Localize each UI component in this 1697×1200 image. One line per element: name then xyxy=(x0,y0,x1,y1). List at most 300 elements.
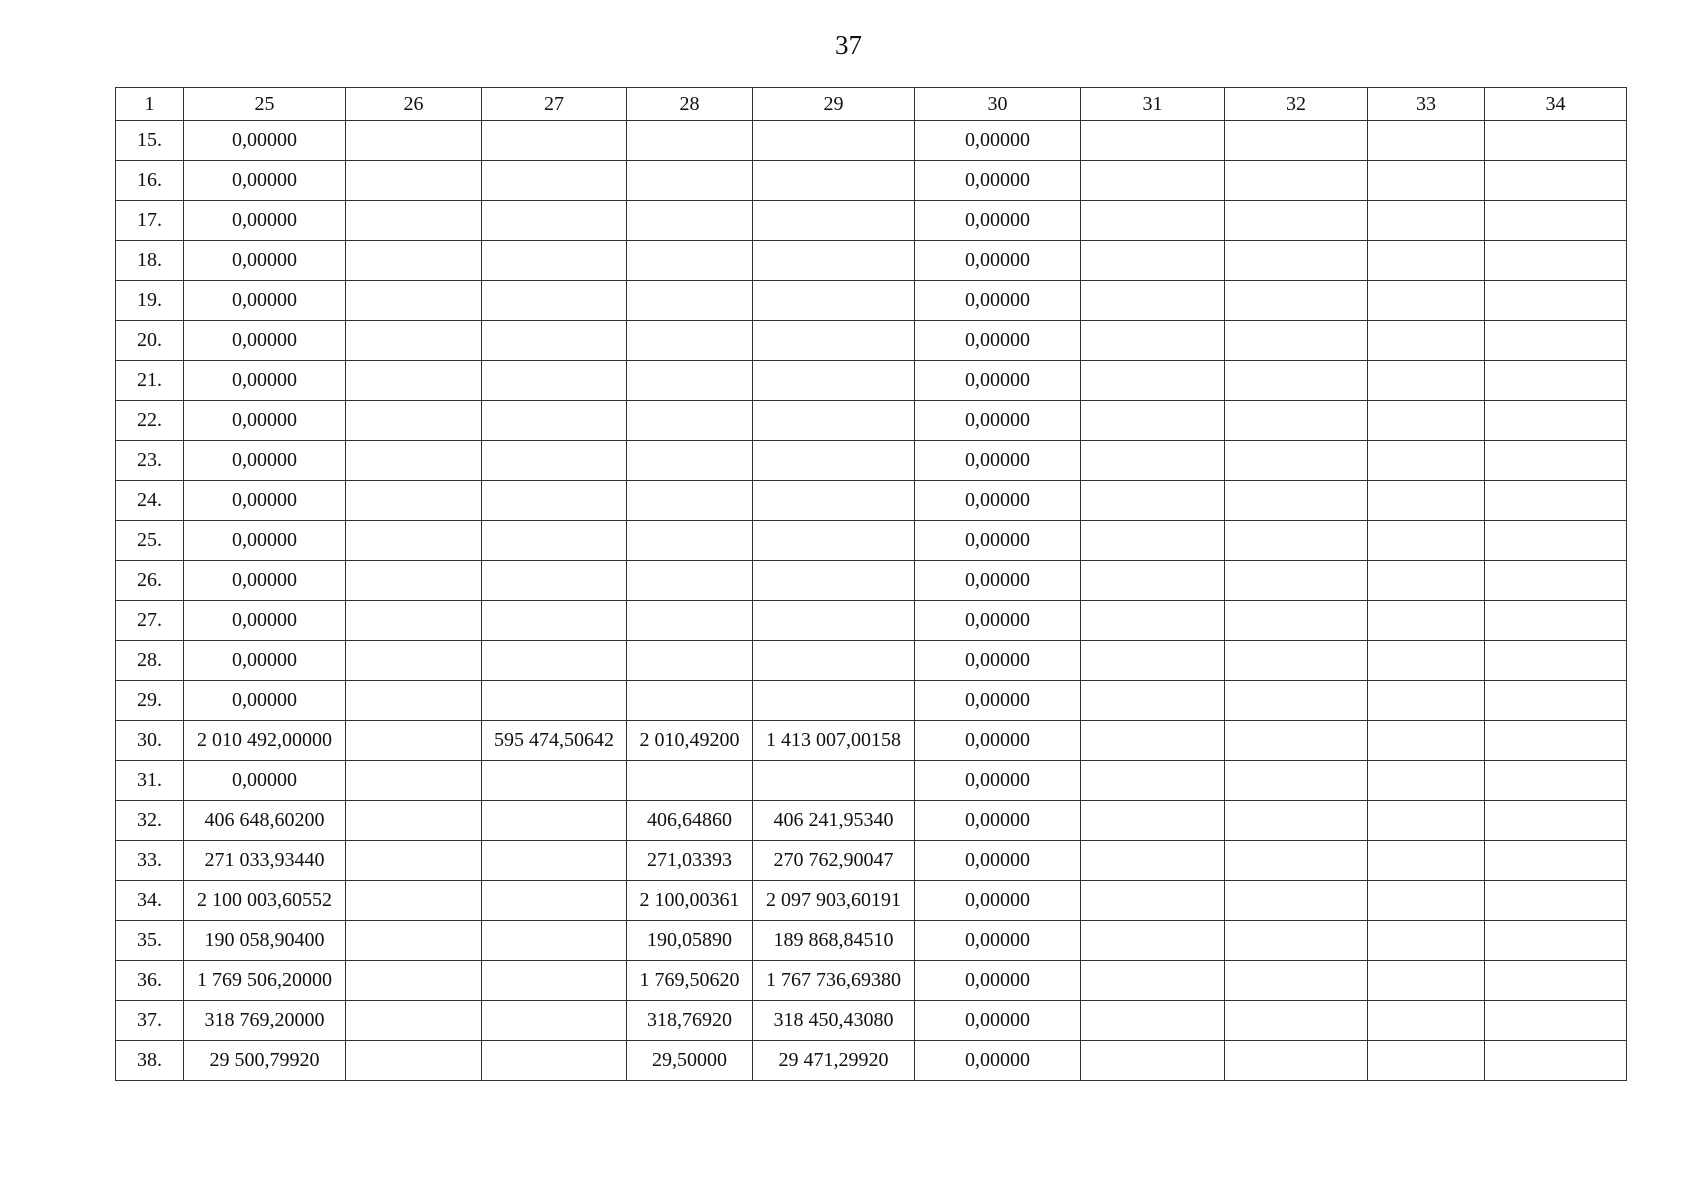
table-cell xyxy=(1225,521,1368,561)
table-cell xyxy=(482,361,627,401)
table-cell xyxy=(346,841,482,881)
table-cell: 406 648,60200 xyxy=(184,801,346,841)
table-cell xyxy=(1225,1041,1368,1081)
page-number: 37 xyxy=(835,30,862,60)
column-header: 29 xyxy=(753,88,915,121)
table-cell xyxy=(346,961,482,1001)
table-cell xyxy=(1081,321,1225,361)
table-cell xyxy=(1368,161,1485,201)
table-cell: 0,00000 xyxy=(915,761,1081,801)
table-cell xyxy=(1081,441,1225,481)
table-cell xyxy=(346,201,482,241)
table-cell: 29,50000 xyxy=(627,1041,753,1081)
table-row xyxy=(116,441,1627,481)
table-cell xyxy=(1485,401,1627,441)
table-cell xyxy=(482,921,627,961)
table-row xyxy=(116,721,1627,761)
table-cell xyxy=(753,161,915,201)
table-cell xyxy=(1081,961,1225,1001)
table-cell: 0,00000 xyxy=(915,321,1081,361)
table-cell: 0,00000 xyxy=(184,521,346,561)
table-row xyxy=(116,1041,1627,1081)
table-cell xyxy=(482,401,627,441)
table-cell: 0,00000 xyxy=(915,401,1081,441)
table-cell xyxy=(1485,241,1627,281)
table-cell xyxy=(627,681,753,721)
table-row xyxy=(116,961,1627,1001)
table-cell xyxy=(346,481,482,521)
table-cell xyxy=(482,841,627,881)
table-cell xyxy=(1368,641,1485,681)
table-cell xyxy=(1081,721,1225,761)
table-row xyxy=(116,881,1627,921)
table-cell xyxy=(753,121,915,161)
table-row xyxy=(116,361,1627,401)
table-cell: 0,00000 xyxy=(915,281,1081,321)
table-cell: 0,00000 xyxy=(915,801,1081,841)
table-cell xyxy=(1368,201,1485,241)
table-cell xyxy=(1485,1041,1627,1081)
table-cell xyxy=(1081,161,1225,201)
table-cell xyxy=(482,761,627,801)
table-cell xyxy=(1225,641,1368,681)
table-row xyxy=(116,921,1627,961)
table-cell xyxy=(1225,801,1368,841)
table-cell xyxy=(1368,401,1485,441)
row-number-cell: 22. xyxy=(116,401,184,441)
table-cell xyxy=(1368,121,1485,161)
table-cell: 406,64860 xyxy=(627,801,753,841)
table-cell: 2 100,00361 xyxy=(627,881,753,921)
table-cell: 0,00000 xyxy=(184,761,346,801)
table-cell: 0,00000 xyxy=(915,241,1081,281)
table-cell xyxy=(1485,721,1627,761)
data-table xyxy=(115,87,1627,1081)
table-cell xyxy=(1225,161,1368,201)
table-cell: 270 762,90047 xyxy=(753,841,915,881)
table-cell xyxy=(753,561,915,601)
table-cell: 190,05890 xyxy=(627,921,753,961)
table-cell xyxy=(1368,601,1485,641)
table-cell xyxy=(1225,1001,1368,1041)
table-cell xyxy=(753,761,915,801)
table-cell xyxy=(1081,241,1225,281)
row-number-cell: 38. xyxy=(116,1041,184,1081)
table-cell xyxy=(346,721,482,761)
table-cell: 0,00000 xyxy=(915,561,1081,601)
table-cell xyxy=(1368,1041,1485,1081)
table-row xyxy=(116,521,1627,561)
table-cell xyxy=(1225,321,1368,361)
table-cell xyxy=(1081,561,1225,601)
table-cell xyxy=(1485,881,1627,921)
table-row xyxy=(116,321,1627,361)
table-cell xyxy=(1081,841,1225,881)
table-cell: 1 413 007,00158 xyxy=(753,721,915,761)
column-header: 34 xyxy=(1485,88,1627,121)
table-cell xyxy=(1081,801,1225,841)
table-cell xyxy=(346,241,482,281)
table-cell xyxy=(627,521,753,561)
table-cell: 0,00000 xyxy=(184,321,346,361)
table-cell: 595 474,50642 xyxy=(482,721,627,761)
table-cell: 0,00000 xyxy=(915,681,1081,721)
table-cell xyxy=(1485,841,1627,881)
table-cell xyxy=(627,321,753,361)
table-cell: 29 500,79920 xyxy=(184,1041,346,1081)
row-number-cell: 35. xyxy=(116,921,184,961)
row-number-cell: 27. xyxy=(116,601,184,641)
row-number-cell: 18. xyxy=(116,241,184,281)
table-cell xyxy=(753,601,915,641)
column-header: 30 xyxy=(915,88,1081,121)
row-number-cell: 19. xyxy=(116,281,184,321)
table-cell xyxy=(1081,1001,1225,1041)
row-number-cell: 21. xyxy=(116,361,184,401)
table-cell xyxy=(482,801,627,841)
table-cell xyxy=(753,481,915,521)
table-cell xyxy=(346,521,482,561)
table-cell xyxy=(1225,881,1368,921)
table-cell: 2 097 903,60191 xyxy=(753,881,915,921)
table-cell xyxy=(482,601,627,641)
table-cell xyxy=(1081,881,1225,921)
table-cell xyxy=(1485,561,1627,601)
table-row xyxy=(116,161,1627,201)
table-cell xyxy=(627,361,753,401)
row-number-cell: 30. xyxy=(116,721,184,761)
table-body xyxy=(116,121,1627,1081)
table-cell xyxy=(1368,561,1485,601)
column-header: 26 xyxy=(346,88,482,121)
table-cell xyxy=(627,281,753,321)
table-cell: 0,00000 xyxy=(915,601,1081,641)
table-cell xyxy=(1485,161,1627,201)
table-cell xyxy=(1368,1001,1485,1041)
table-cell xyxy=(627,401,753,441)
row-number-cell: 15. xyxy=(116,121,184,161)
table-cell xyxy=(1081,761,1225,801)
row-number-cell: 32. xyxy=(116,801,184,841)
column-header: 28 xyxy=(627,88,753,121)
table-cell xyxy=(753,241,915,281)
row-number-cell: 34. xyxy=(116,881,184,921)
table-cell xyxy=(1368,321,1485,361)
table-cell xyxy=(753,201,915,241)
table-row xyxy=(116,121,1627,161)
row-number-cell: 37. xyxy=(116,1001,184,1041)
table-cell xyxy=(1225,721,1368,761)
column-header: 32 xyxy=(1225,88,1368,121)
table-cell xyxy=(346,921,482,961)
table-row xyxy=(116,241,1627,281)
table-cell: 0,00000 xyxy=(915,1001,1081,1041)
table-cell xyxy=(346,881,482,921)
table-cell xyxy=(1081,281,1225,321)
table-cell xyxy=(346,121,482,161)
table-cell xyxy=(1225,201,1368,241)
table-cell xyxy=(1485,521,1627,561)
table-cell xyxy=(1485,681,1627,721)
table-cell: 0,00000 xyxy=(915,521,1081,561)
table-cell: 0,00000 xyxy=(184,681,346,721)
table-cell xyxy=(627,761,753,801)
table-cell: 0,00000 xyxy=(915,121,1081,161)
table-cell: 0,00000 xyxy=(184,361,346,401)
column-header: 31 xyxy=(1081,88,1225,121)
table-cell xyxy=(753,641,915,681)
table-cell: 0,00000 xyxy=(915,881,1081,921)
table-cell xyxy=(1081,521,1225,561)
table-row xyxy=(116,1001,1627,1041)
column-header: 33 xyxy=(1368,88,1485,121)
table-cell xyxy=(1485,321,1627,361)
table-cell xyxy=(1225,241,1368,281)
row-number-cell: 16. xyxy=(116,161,184,201)
table-cell xyxy=(1225,761,1368,801)
row-number-cell: 25. xyxy=(116,521,184,561)
table-cell xyxy=(753,681,915,721)
table-cell xyxy=(482,681,627,721)
row-number-cell: 33. xyxy=(116,841,184,881)
table-cell xyxy=(346,1001,482,1041)
table-cell xyxy=(482,441,627,481)
table-cell: 0,00000 xyxy=(915,961,1081,1001)
table-cell xyxy=(627,161,753,201)
table-cell xyxy=(1225,441,1368,481)
row-number-cell: 28. xyxy=(116,641,184,681)
table-cell xyxy=(627,601,753,641)
table-cell xyxy=(1081,921,1225,961)
table-cell xyxy=(482,961,627,1001)
table-cell xyxy=(1368,681,1485,721)
table-cell xyxy=(1368,961,1485,1001)
table-cell: 0,00000 xyxy=(915,641,1081,681)
table-cell: 0,00000 xyxy=(915,721,1081,761)
table-cell xyxy=(482,161,627,201)
table-cell xyxy=(1485,641,1627,681)
table-row xyxy=(116,281,1627,321)
table-cell: 0,00000 xyxy=(184,481,346,521)
table-cell: 0,00000 xyxy=(184,241,346,281)
table-cell xyxy=(627,121,753,161)
table-cell xyxy=(482,481,627,521)
table-cell xyxy=(1225,921,1368,961)
row-number-cell: 17. xyxy=(116,201,184,241)
table-cell xyxy=(1225,561,1368,601)
column-header: 1 xyxy=(116,88,184,121)
table-cell xyxy=(1485,921,1627,961)
table-cell xyxy=(1368,361,1485,401)
table-cell xyxy=(1368,921,1485,961)
table-row xyxy=(116,481,1627,521)
table-row xyxy=(116,761,1627,801)
table-row xyxy=(116,201,1627,241)
table-cell xyxy=(1368,841,1485,881)
table-cell xyxy=(1368,521,1485,561)
table-cell xyxy=(482,281,627,321)
table-cell xyxy=(1485,1001,1627,1041)
table-row xyxy=(116,801,1627,841)
table-cell xyxy=(1368,281,1485,321)
table-cell: 1 769 506,20000 xyxy=(184,961,346,1001)
table-cell xyxy=(1225,121,1368,161)
table-cell: 0,00000 xyxy=(915,921,1081,961)
table-cell xyxy=(1485,761,1627,801)
table-cell xyxy=(1368,721,1485,761)
row-number-cell: 31. xyxy=(116,761,184,801)
table-cell xyxy=(482,201,627,241)
table-cell xyxy=(482,121,627,161)
table-cell: 0,00000 xyxy=(184,641,346,681)
row-number-cell: 20. xyxy=(116,321,184,361)
table-cell: 0,00000 xyxy=(184,281,346,321)
table-cell: 0,00000 xyxy=(915,1041,1081,1081)
table-cell xyxy=(482,561,627,601)
table-cell xyxy=(753,521,915,561)
table-cell xyxy=(1485,961,1627,1001)
table-row xyxy=(116,641,1627,681)
table-cell xyxy=(627,241,753,281)
table-cell xyxy=(482,641,627,681)
table-cell: 0,00000 xyxy=(915,161,1081,201)
table-cell xyxy=(346,321,482,361)
table-cell xyxy=(346,1041,482,1081)
table-cell xyxy=(1081,681,1225,721)
table-cell xyxy=(1225,281,1368,321)
table-cell xyxy=(1081,201,1225,241)
table-cell xyxy=(346,281,482,321)
table-cell: 1 769,50620 xyxy=(627,961,753,1001)
table-cell xyxy=(753,401,915,441)
table-cell xyxy=(1485,481,1627,521)
table-cell xyxy=(1225,361,1368,401)
table-cell: 0,00000 xyxy=(184,121,346,161)
table-cell xyxy=(1485,281,1627,321)
table-cell xyxy=(346,561,482,601)
table-cell xyxy=(1081,1041,1225,1081)
table-cell: 2 010 492,00000 xyxy=(184,721,346,761)
table-cell xyxy=(346,681,482,721)
table-cell xyxy=(1368,481,1485,521)
table-cell xyxy=(1485,121,1627,161)
table-cell xyxy=(1225,601,1368,641)
table-cell: 318 450,43080 xyxy=(753,1001,915,1041)
table-cell xyxy=(753,441,915,481)
table-cell xyxy=(753,321,915,361)
table-cell xyxy=(627,441,753,481)
table-cell xyxy=(482,241,627,281)
table-cell xyxy=(482,521,627,561)
table-cell xyxy=(1225,681,1368,721)
table-cell xyxy=(1081,601,1225,641)
table-cell: 0,00000 xyxy=(184,161,346,201)
table-cell xyxy=(1225,401,1368,441)
table-cell xyxy=(346,441,482,481)
column-header: 27 xyxy=(482,88,627,121)
table-cell xyxy=(1081,121,1225,161)
table-cell: 0,00000 xyxy=(184,201,346,241)
header-row xyxy=(116,88,1627,121)
table-row xyxy=(116,561,1627,601)
row-number-cell: 24. xyxy=(116,481,184,521)
table-cell xyxy=(1368,881,1485,921)
table-cell: 190 058,90400 xyxy=(184,921,346,961)
table-cell xyxy=(1368,441,1485,481)
table-cell: 0,00000 xyxy=(184,401,346,441)
table-cell xyxy=(753,281,915,321)
table-cell: 0,00000 xyxy=(915,441,1081,481)
table-cell xyxy=(1485,801,1627,841)
table-cell: 318,76920 xyxy=(627,1001,753,1041)
table-cell xyxy=(753,361,915,401)
table-cell xyxy=(1485,601,1627,641)
table-cell xyxy=(346,401,482,441)
table-cell: 0,00000 xyxy=(915,201,1081,241)
table-cell xyxy=(1081,641,1225,681)
table-cell xyxy=(346,601,482,641)
table-cell: 271 033,93440 xyxy=(184,841,346,881)
table-row xyxy=(116,681,1627,721)
table-row xyxy=(116,841,1627,881)
table-cell xyxy=(1368,761,1485,801)
table-cell: 1 767 736,69380 xyxy=(753,961,915,1001)
table-cell xyxy=(482,881,627,921)
table-cell xyxy=(346,761,482,801)
table-cell: 0,00000 xyxy=(915,361,1081,401)
table-cell xyxy=(627,641,753,681)
table-cell xyxy=(627,481,753,521)
table-cell: 189 868,84510 xyxy=(753,921,915,961)
table-cell xyxy=(346,801,482,841)
table-cell xyxy=(1081,481,1225,521)
table-cell: 2 100 003,60552 xyxy=(184,881,346,921)
table-cell xyxy=(1225,961,1368,1001)
row-number-cell: 29. xyxy=(116,681,184,721)
table-cell xyxy=(1485,361,1627,401)
table-cell: 2 010,49200 xyxy=(627,721,753,761)
table-cell: 29 471,29920 xyxy=(753,1041,915,1081)
table-cell: 406 241,95340 xyxy=(753,801,915,841)
table-cell: 0,00000 xyxy=(915,841,1081,881)
table-cell xyxy=(1225,841,1368,881)
table-cell: 0,00000 xyxy=(184,561,346,601)
table-cell xyxy=(627,201,753,241)
table-row xyxy=(116,401,1627,441)
table-cell xyxy=(346,161,482,201)
table-cell xyxy=(1485,201,1627,241)
row-number-cell: 36. xyxy=(116,961,184,1001)
table-cell xyxy=(346,361,482,401)
table-cell xyxy=(1368,801,1485,841)
table-cell xyxy=(1368,241,1485,281)
table-cell xyxy=(627,561,753,601)
table-cell: 0,00000 xyxy=(915,481,1081,521)
table-cell xyxy=(482,321,627,361)
table-cell: 318 769,20000 xyxy=(184,1001,346,1041)
column-header: 25 xyxy=(184,88,346,121)
table-cell: 271,03393 xyxy=(627,841,753,881)
row-number-cell: 26. xyxy=(116,561,184,601)
table-cell xyxy=(1081,401,1225,441)
table-cell xyxy=(346,641,482,681)
row-number-cell: 23. xyxy=(116,441,184,481)
table-cell xyxy=(1081,361,1225,401)
table-cell: 0,00000 xyxy=(184,601,346,641)
table-cell xyxy=(1225,481,1368,521)
table-cell: 0,00000 xyxy=(184,441,346,481)
table-cell xyxy=(482,1001,627,1041)
